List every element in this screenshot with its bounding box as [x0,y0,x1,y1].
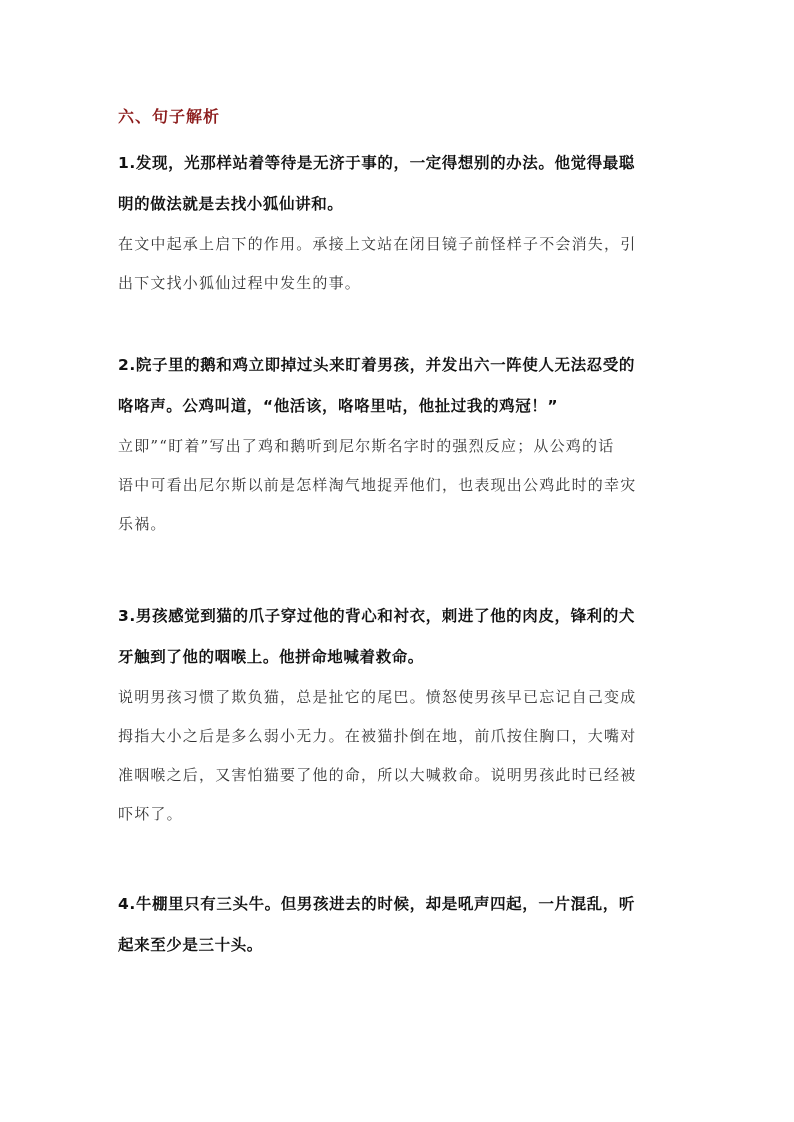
sentence-quote [118,143,674,225]
analysis-line: 拇指大小之后是多么弱小无力。在被猫扑倒在地，前爪按住胸口，大嘴对 [118,727,637,745]
sentence-quote [118,884,674,966]
analysis-item-2 [118,345,674,544]
sentence-quote [118,596,674,678]
section-title: 六、句子解析 [118,107,221,126]
analysis-line: 乐祸。 [118,515,167,533]
analysis-line: 吓坏了。 [118,805,183,823]
analysis-item-1 [118,143,674,303]
quote-line: 明的做法就是去找小狐仙讲和。 [118,195,344,213]
quote-line: 3.男孩感觉到猫的爪子穿过他的背心和衬衣，刺进了他的肉皮，锋利的犬 [118,607,635,625]
quote-line: 起来至少是三十头。 [118,936,263,954]
sentence-analysis [118,225,674,303]
quote-line: 牙触到了他的咽喉上。他拼命地喊着救命。 [118,648,424,666]
quote-line: 咯咯声。公鸡叫道，“他活该，咯咯里咕，他扯过我的鸡冠！” [118,397,559,415]
analysis-line: 出下文找小狐仙过程中发生的事。 [118,274,362,292]
analysis-line: 说明男孩习惯了欺负猫，总是扯它的尾巴。愤怒使男孩早已忘记自己变成 [118,688,637,706]
analysis-line: 语中可看出尼尔斯以前是怎样淘气地捉弄他们，也表现出公鸡此时的幸灾 [118,476,637,494]
sentence-quote [118,345,674,427]
sentence-analysis [118,427,674,544]
quote-line: 4.牛棚里只有三头牛。但男孩进去的时候，却是吼声四起，一片混乱，听 [118,895,635,913]
quote-line: 2.院子里的鹅和鸡立即掉过头来盯着男孩，并发出六一阵使人无法忍受的 [118,356,635,374]
analysis-item-3 [118,596,674,834]
quote-line: 1.发现，光那样站着等待是无济于事的，一定得想别的办法。他觉得最聪 [118,154,635,172]
analysis-line: 准咽喉之后，又害怕猫要了他的命，所以大喊救命。说明男孩此时已经被 [118,766,637,784]
analysis-item-4 [118,884,674,966]
analysis-line: 在文中起承上启下的作用。承接上文站在闭目镜子前怪样子不会消失，引 [118,235,637,253]
analysis-line: 立即”“盯着”写出了鸡和鹅听到尼尔斯名字时的强烈反应；从公鸡的话 [118,437,615,455]
sentence-analysis [118,678,674,834]
